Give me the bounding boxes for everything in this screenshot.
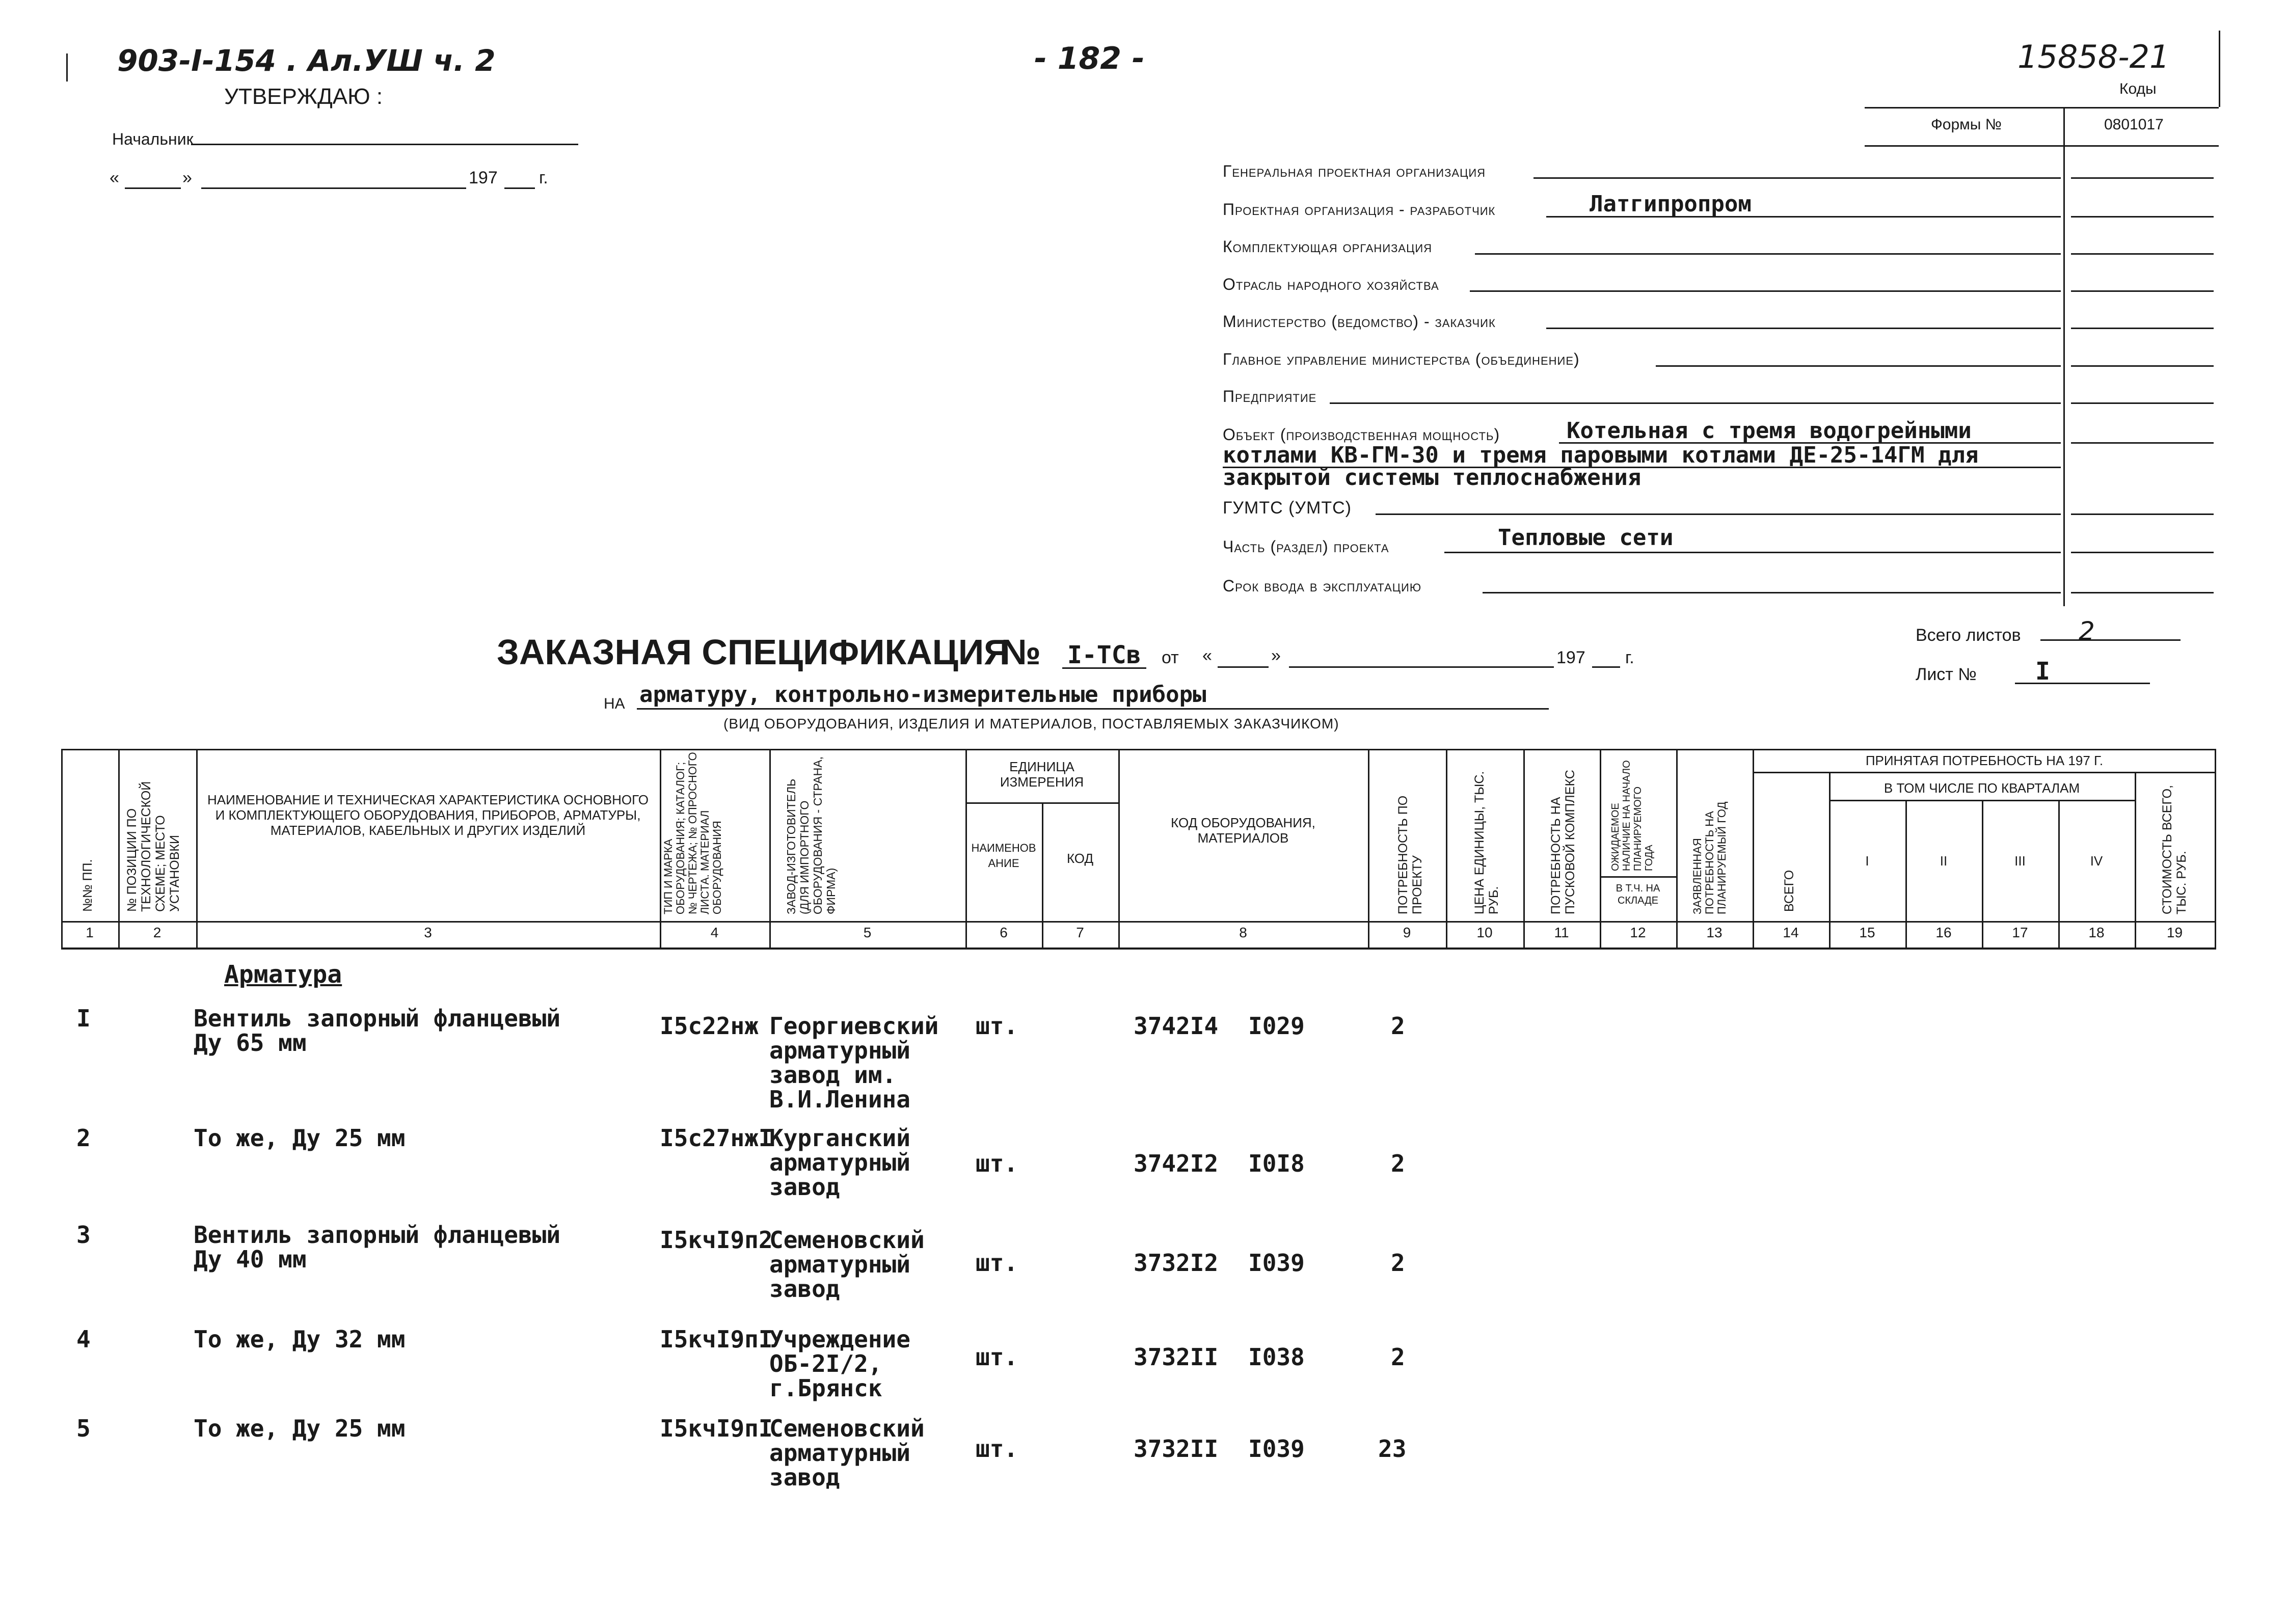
hdr-accepted-group: ПРИНЯТАЯ ПОТРЕБНОСТЬ НА 197 Г. xyxy=(1865,753,2104,768)
col-border-2 xyxy=(196,749,198,949)
colnum-18: 18 xyxy=(2088,925,2105,940)
row-2-number: 2 xyxy=(76,1124,91,1152)
spec-year: 197 xyxy=(1556,648,1585,667)
hdr-c5: ЗАВОД-ИЗГОТОВИТЕЛЬ (ДЛЯ ИМПОРТНОГО ОБОРУДОВАНИЯ - СТРАНА, ФИРМА) xyxy=(785,756,838,914)
field-line-general-org xyxy=(1533,177,2061,179)
code-line-design-org xyxy=(2071,216,2214,218)
hdr-c2: № ПОЗИЦИИ ПО ТЕХНОЛОГИЧЕСКОЙ СХЕМЕ; МЕСТО УСТАНОВКИ xyxy=(125,781,182,912)
object-label: Объект (производственная мощность) xyxy=(1223,425,1500,444)
inventory-number: 15858-21 xyxy=(2017,38,2170,75)
row-2-maker: Курганский арматурный завод xyxy=(769,1124,910,1201)
table-top-line xyxy=(61,749,2216,750)
code-line-main-admin xyxy=(2071,365,2214,367)
hdr-c3: НАИМЕНОВАНИЕ И ТЕХНИЧЕСКАЯ ХАРАКТЕРИСТИКА ОСНОВНОГО И КОМПЛЕКТУЮЩЕГО ОБОРУДОВАНИЯ, ПРИБОРОВ, АРМАТУРЫ, МАТЕРИАЛОВ, КАБЕЛЬНЫХ И ДРУГИХ ИЗДЕЛИЙ xyxy=(207,792,649,838)
row-5-number: 5 xyxy=(76,1415,91,1442)
hdr-quarters-group: В ТОМ ЧИСЛЕ ПО КВАРТАЛАМ xyxy=(1884,780,2080,796)
field-label-ministry: Министерство (ведомство) - заказчик xyxy=(1223,312,1496,331)
table-colnum-line xyxy=(61,948,2216,950)
colnum-4: 4 xyxy=(710,925,719,940)
colnum-11: 11 xyxy=(1554,925,1569,940)
hdr-c7: КОД xyxy=(1066,851,1094,866)
col-border-11 xyxy=(1600,749,1601,949)
spec-from: от xyxy=(1162,648,1179,667)
field-value-design-org: Латгипропром xyxy=(1590,191,1752,217)
row-3-unit: шт. xyxy=(976,1249,1018,1277)
colnum-12: 12 xyxy=(1630,925,1646,940)
hdr-c16: II xyxy=(1940,853,1948,869)
field-line-industry xyxy=(1470,290,2061,292)
chief-line xyxy=(191,144,578,145)
date-month-line xyxy=(201,187,466,189)
col-border-1 xyxy=(118,749,120,949)
col-border-10 xyxy=(1523,749,1525,949)
row-3-number: 3 xyxy=(76,1221,91,1249)
part-value: Тепловые сети xyxy=(1498,525,1674,551)
colnum-3: 3 xyxy=(424,925,432,940)
gumts-label: ГУМТС (УМТС) xyxy=(1223,498,1352,518)
field-label-complect-org: Комплектующая организация xyxy=(1223,237,1433,256)
deadline-line xyxy=(1483,592,2061,593)
spec-number: I-ТСв xyxy=(1067,641,1141,669)
code-line-industry xyxy=(2071,290,2214,292)
hdr-c4: ТИП И МАРКА ОБОРУДОВАНИЯ; КАТАЛОГ; № ЧЕРТЕЖА; № ОПРОСНОГО ЛИСТА. МАТЕРИАЛ ОБОРУДОВАНИЯ xyxy=(662,752,723,914)
codes-form-line xyxy=(1865,145,2219,147)
hdr-c8: КОД ОБОРУДОВАНИЯ, МАТЕРИАЛОВ xyxy=(1171,815,1315,846)
field-line-complect-org xyxy=(1475,253,2061,255)
approve-label: УТВЕРЖДАЮ : xyxy=(224,84,383,109)
row-1-code: 3742I4 xyxy=(1134,1012,1219,1040)
date-day-line xyxy=(125,187,181,189)
total-sheets-value: 2 xyxy=(2079,616,2095,646)
row-4-name: То же, Ду 32 мм xyxy=(194,1325,406,1353)
table-header-bottom-line xyxy=(61,921,2216,923)
row-1-unit: шт. xyxy=(976,1012,1018,1040)
col-border-14 xyxy=(1829,772,1831,949)
unit-group-line xyxy=(965,802,1118,804)
hdr-c15: I xyxy=(1865,853,1869,869)
chief-label: Начальник xyxy=(112,130,194,148)
row-4-type: I5кчI9пI xyxy=(660,1325,773,1353)
col-border-7 xyxy=(1118,749,1120,949)
field-line-enterprise xyxy=(1330,402,2061,404)
object-line-2: котлами КВ-ГМ-30 и тремя паровыми котлами ДЕ-25-14ГМ для xyxy=(1223,442,1979,468)
accepted-group-line xyxy=(1753,772,2215,773)
row-5-code2: I039 xyxy=(1248,1435,1305,1463)
codes-divider xyxy=(2063,107,2065,606)
codes-border-right xyxy=(2219,31,2220,107)
hdr-c6: НАИМЕНОВАНИЕ xyxy=(971,842,1036,870)
date-year: 197 xyxy=(469,168,498,187)
row-5-type: I5кчI9пI xyxy=(660,1415,773,1442)
code-line-ministry xyxy=(2071,328,2214,329)
colnum-17: 17 xyxy=(2012,925,2028,940)
sheet-line xyxy=(2015,683,2150,684)
colnum-15: 15 xyxy=(1859,925,1875,940)
spec-quote-open: « xyxy=(1202,646,1212,665)
row-3-maker: Семеновский арматурный завод xyxy=(769,1226,925,1303)
c12-split-line xyxy=(1600,876,1676,878)
row-1-type: I5с22нж xyxy=(660,1012,759,1040)
date-quote-open: « xyxy=(110,168,119,187)
subject-on: НА xyxy=(604,695,625,712)
spec-year-line xyxy=(1592,666,1620,668)
hdr-c10: ЦЕНА ЕДИНИЦЫ, ТЫС. РУБ. xyxy=(1472,771,1501,914)
field-label-industry: Отрасль народного хозяйства xyxy=(1223,275,1439,293)
spec-date-day-line xyxy=(1218,666,1269,668)
hdr-c1: №№ ПП. xyxy=(80,859,95,912)
date-quote-close: » xyxy=(182,168,192,187)
subject-note: (ВИД ОБОРУДОВАНИЯ, ИЗДЕЛИЯ И МАТЕРИАЛОВ, ПОСТАВЛЯЕМЫХ ЗАКАЗЧИКОМ) xyxy=(723,716,1339,732)
code-line-complect-org xyxy=(2071,253,2214,255)
row-4-code2: I038 xyxy=(1248,1343,1305,1371)
row-5-qty: 23 xyxy=(1378,1435,1407,1463)
col-border-4 xyxy=(769,749,771,949)
row-4-code: 3732II xyxy=(1134,1343,1219,1371)
row-1-code2: I029 xyxy=(1248,1012,1305,1040)
quarters-group-line xyxy=(1829,800,2135,801)
colnum-10: 10 xyxy=(1476,925,1493,940)
code-line-part xyxy=(2071,552,2214,553)
colnum-5: 5 xyxy=(863,925,872,940)
field-label-main-admin: Главное управление министерства (объединение) xyxy=(1223,350,1580,368)
row-5-unit: шт. xyxy=(976,1435,1018,1463)
row-5-maker: Семеновский арматурный завод xyxy=(769,1415,925,1491)
row-2-name: То же, Ду 25 мм xyxy=(194,1124,406,1152)
row-5-code: 3732II xyxy=(1134,1435,1219,1463)
hdr-c13: ЗАЯВЛЕННАЯ ПОТРЕБНОСТЬ НА ПЛАНИРУЕМЫЙ ГОД xyxy=(1691,801,1728,914)
row-1-maker: Георгиевский арматурный завод им. В.И.Ленина xyxy=(769,1012,939,1113)
code-line-general-org xyxy=(2071,177,2214,179)
object-line-1: Котельная с тремя водогрейными xyxy=(1567,418,1972,444)
col-border-3 xyxy=(660,749,661,949)
col-border-5 xyxy=(965,749,967,949)
hdr-c6-group: ЕДИНИЦА ИЗМЕРЕНИЯ xyxy=(1000,759,1084,790)
col-border-12 xyxy=(1676,749,1678,949)
row-2-qty: 2 xyxy=(1391,1150,1405,1177)
field-label-enterprise: Предприятие xyxy=(1223,387,1317,405)
row-2-code: 3742I2 xyxy=(1134,1150,1219,1177)
field-label-design-org: Проектная организация - разработчик xyxy=(1223,200,1496,219)
row-4-qty: 2 xyxy=(1391,1343,1405,1371)
spec-quote-close: » xyxy=(1271,646,1281,665)
sheet-value: I xyxy=(2035,657,2050,686)
row-1-name: Вентиль запорный фланцевый Ду 65 мм xyxy=(194,1005,561,1057)
col-border-13 xyxy=(1753,749,1754,949)
col-border-0 xyxy=(61,749,63,949)
codes-top-line xyxy=(1865,107,2219,109)
row-4-unit: шт. xyxy=(976,1343,1018,1371)
row-1-number: I xyxy=(76,1005,91,1032)
row-2-unit: шт. xyxy=(976,1150,1018,1177)
hdr-c12: ОЖИДАЕМОЕ НАЛИЧИЕ НА НАЧАЛО ПЛАНИРУЕМОГО ГОДА xyxy=(1610,760,1655,871)
hdr-c9: ПОТРЕБНОСТЬ ПО ПРОЕКТУ xyxy=(1396,795,1424,914)
colnum-14: 14 xyxy=(1783,925,1799,940)
field-line-ministry xyxy=(1546,328,2061,329)
margin-mark xyxy=(66,53,68,82)
hdr-c14: ВСЕГО xyxy=(1782,870,1796,912)
sheet-label: Лист № xyxy=(1916,665,1977,684)
row-3-type: I5кчI9п2 xyxy=(660,1226,773,1254)
colnum-9: 9 xyxy=(1403,925,1411,940)
codes-title: Коды xyxy=(2119,80,2157,97)
subject-line xyxy=(637,708,1549,710)
spec-year-g: г. xyxy=(1625,648,1634,667)
colnum-1: 1 xyxy=(86,925,94,940)
total-sheets-label: Всего листов xyxy=(1916,626,2021,645)
deadline-label: Срок ввода в эксплуатацию xyxy=(1223,577,1422,595)
spec-title: ЗАКАЗНАЯ СПЕЦИФИКАЦИЯ xyxy=(497,632,1010,672)
row-2-type: I5с27нжI xyxy=(660,1124,773,1152)
colnum-6: 6 xyxy=(1000,925,1008,940)
hdr-c19: СТОИМОСТЬ ВСЕГО, ТЫС. РУБ. xyxy=(2160,784,2189,914)
object-line-3: закрытой системы теплоснабжения xyxy=(1223,465,1642,491)
col-border-9 xyxy=(1446,749,1447,949)
part-label: Часть (раздел) проекта xyxy=(1223,537,1389,556)
form-label: Формы № xyxy=(1931,116,2002,133)
code-line-gumts xyxy=(2071,513,2214,515)
colnum-7: 7 xyxy=(1076,925,1084,940)
spec-number-line xyxy=(1062,667,1146,669)
colnum-13: 13 xyxy=(1706,925,1723,940)
date-year-g: г. xyxy=(539,168,548,187)
col-border-8 xyxy=(1368,749,1369,949)
row-2-code2: I0I8 xyxy=(1248,1150,1305,1177)
date-year-line xyxy=(504,187,535,189)
spec-date-month-line xyxy=(1289,666,1554,668)
spec-num-sign: № xyxy=(1001,632,1041,672)
col-border-19 xyxy=(2215,749,2216,949)
colnum-2: 2 xyxy=(153,925,162,940)
row-1-qty: 2 xyxy=(1391,1012,1405,1040)
row-3-name: Вентиль запорный фланцевый Ду 40 мм xyxy=(194,1221,561,1273)
field-line-main-admin xyxy=(1656,365,2061,367)
page-number: - 182 - xyxy=(1034,41,1145,76)
doc-ref: 903-I-154 . Ал.УШ ч. 2 xyxy=(117,43,496,78)
row-3-code2: I039 xyxy=(1248,1249,1305,1277)
hdr-c11: ПОТРЕБНОСТЬ НА ПУСКОВОЙ КОМПЛЕКС xyxy=(1549,770,1577,914)
row-5-name: То же, Ду 25 мм xyxy=(194,1415,406,1442)
field-label-general-org: Генеральная проектная организация xyxy=(1223,162,1486,180)
col-border-18 xyxy=(2135,772,2136,949)
hdr-c17: III xyxy=(2014,853,2026,869)
code-line-deadline xyxy=(2071,592,2214,593)
colnum-8: 8 xyxy=(1239,925,1247,940)
part-line xyxy=(1444,552,2061,553)
row-3-qty: 2 xyxy=(1391,1249,1405,1277)
code-line-enterprise xyxy=(2071,402,2214,404)
row-3-code: 3732I2 xyxy=(1134,1249,1219,1277)
section-title: Арматура xyxy=(224,960,342,989)
code-line-object xyxy=(2071,442,2214,444)
total-sheets-line xyxy=(2040,639,2181,641)
gumts-line xyxy=(1376,513,2061,515)
hdr-c12b: В Т.Ч. НА СКЛАДЕ xyxy=(1616,883,1660,906)
row-4-number: 4 xyxy=(76,1325,91,1353)
hdr-c18: IV xyxy=(2090,853,2103,869)
subject-value: арматуру, контрольно-измерительные приборы xyxy=(639,682,1206,708)
colnum-19: 19 xyxy=(2166,925,2183,940)
colnum-16: 16 xyxy=(1935,925,1952,940)
form-code: 0801017 xyxy=(2104,116,2164,133)
row-4-maker: Учреждение ОБ-2I/2, г.Брянск xyxy=(769,1325,910,1402)
